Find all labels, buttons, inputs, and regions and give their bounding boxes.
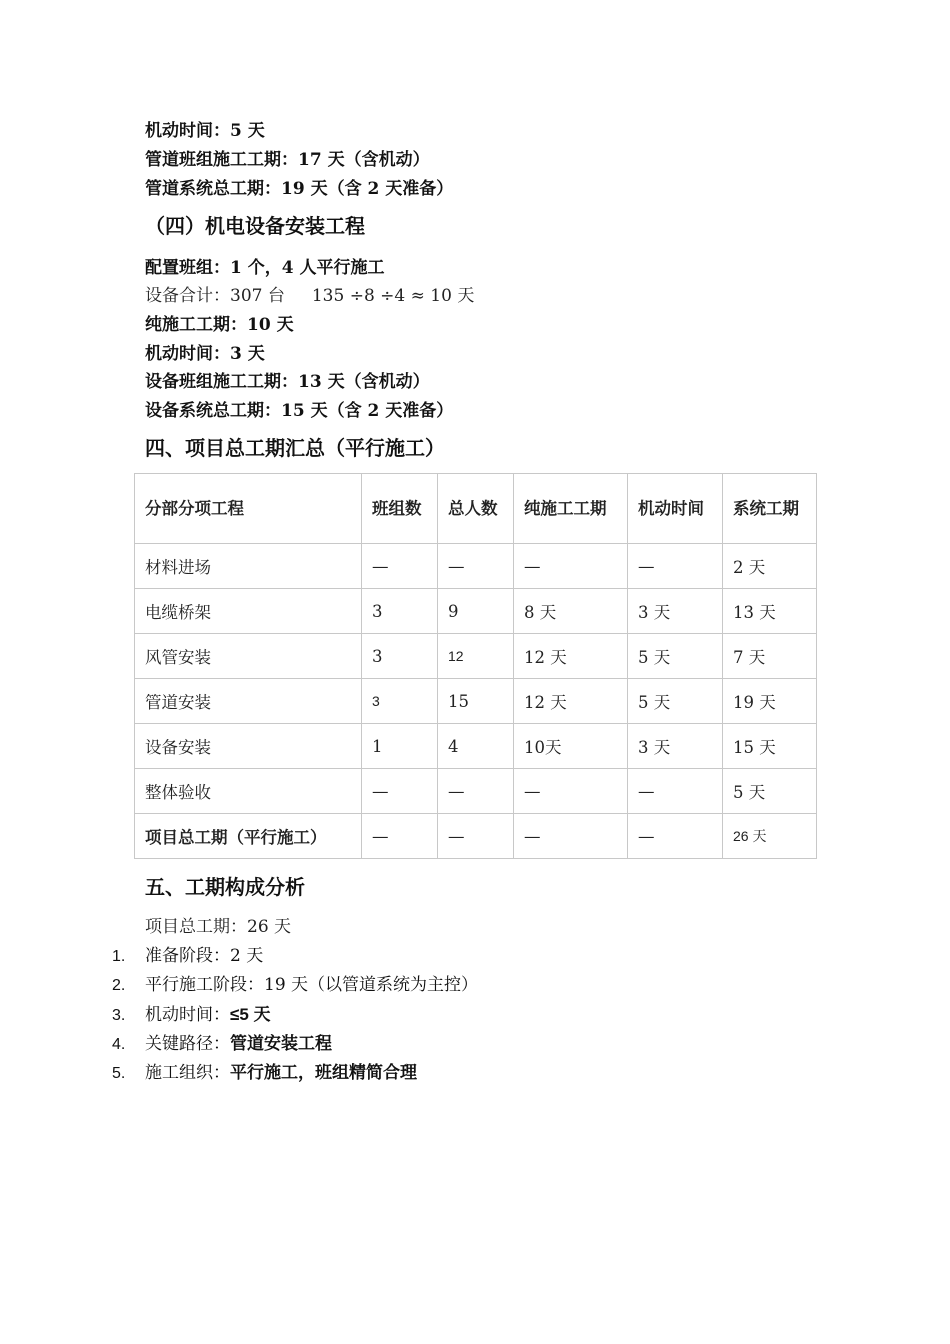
cell: 15: [438, 679, 514, 724]
list-value: 平行施工，班组精简合理: [230, 1063, 417, 1082]
pipe-team-period: 管道班组施工工期：17 天（含机动）: [145, 150, 430, 170]
col-header-teams: 班组数: [362, 474, 438, 544]
list-value: ≤5 天: [230, 1005, 271, 1024]
table-row-total: [135, 814, 817, 859]
cell: —: [514, 814, 628, 859]
cell: 12: [438, 634, 514, 679]
cell: 整体验收: [135, 769, 362, 814]
list-number: 1.: [112, 948, 126, 965]
cell: —: [438, 814, 514, 859]
list-number: 4.: [112, 1036, 126, 1053]
cell: 4: [438, 724, 514, 769]
cell: 1: [362, 724, 438, 769]
cell: —: [514, 769, 628, 814]
col-header-item: 分部分项工程: [135, 474, 362, 544]
table-header-row: [135, 474, 817, 544]
cell: 3: [362, 679, 438, 724]
pipe-float-time: 机动时间：5 天: [145, 121, 265, 141]
col-header-system-period: 系统工期: [723, 474, 817, 544]
equipment-pure-period: 纯施工工期：10 天: [145, 315, 294, 335]
cell: 3: [362, 634, 438, 679]
cell: 3 天: [628, 724, 723, 769]
col-header-people: 总人数: [438, 474, 514, 544]
cell: —: [362, 769, 438, 814]
cell: 3: [362, 589, 438, 634]
analysis-list: [112, 942, 478, 1087]
cell: —: [514, 544, 628, 589]
list-label: 平行施工阶段：: [145, 975, 264, 995]
cell: —: [362, 544, 438, 589]
cell: —: [628, 544, 723, 589]
cell: —: [628, 814, 723, 859]
cell: 5 天: [628, 679, 723, 724]
table-row: [135, 769, 817, 814]
list-item: [112, 1000, 478, 1029]
cell: 7 天: [723, 634, 817, 679]
cell: 3 天: [628, 589, 723, 634]
list-label: 准备阶段：: [145, 946, 230, 966]
cell: 12 天: [514, 634, 628, 679]
table-row: [135, 634, 817, 679]
list-item: [112, 1058, 478, 1087]
equipment-total: 设备合计：307 台 135 ÷8 ÷4 ≈ 10 天: [145, 286, 475, 306]
cell: 12 天: [514, 679, 628, 724]
cell: 风管安装: [135, 634, 362, 679]
equipment-team-period: 设备班组施工工期：13 天（含机动）: [145, 372, 430, 392]
cell: 15 天: [723, 724, 817, 769]
cell: 5 天: [723, 769, 817, 814]
cell: —: [438, 544, 514, 589]
cell: —: [362, 814, 438, 859]
analysis-total: 项目总工期：26 天: [145, 917, 292, 937]
cell: 19 天: [723, 679, 817, 724]
pipe-system-total: 管道系统总工期：19 天（含 2 天准备）: [145, 179, 454, 199]
cell: 13 天: [723, 589, 817, 634]
cell: —: [628, 769, 723, 814]
cell: 5 天: [628, 634, 723, 679]
list-value: 管道安装工程: [230, 1034, 332, 1053]
list-item: [112, 1029, 478, 1058]
equipment-float-time: 机动时间：3 天: [145, 344, 265, 364]
list-label: 施工组织：: [145, 1063, 230, 1083]
equipment-heading: （四）机电设备安装工程: [145, 214, 365, 238]
list-number: 3.: [112, 1007, 126, 1024]
list-number: 2.: [112, 977, 126, 994]
list-number: 5.: [112, 1065, 126, 1082]
table-row: [135, 679, 817, 724]
summary-heading: 四、项目总工期汇总（平行施工）: [145, 436, 445, 460]
list-label: 关键路径：: [145, 1034, 230, 1054]
cell: 设备安装: [135, 724, 362, 769]
list-value: 19 天（以管道系统为主控）: [264, 975, 479, 995]
col-header-float-time: 机动时间: [628, 474, 723, 544]
analysis-heading: 五、工期构成分析: [145, 875, 305, 899]
table-row: [135, 544, 817, 589]
cell: 项目总工期（平行施工）: [135, 814, 362, 859]
cell: 电缆桥架: [135, 589, 362, 634]
cell: 10天: [514, 724, 628, 769]
list-item: [112, 971, 478, 1000]
equipment-system-total: 设备系统总工期：15 天（含 2 天准备）: [145, 401, 454, 421]
list-label: 机动时间：: [145, 1005, 230, 1025]
equipment-team-config: 配置班组：1 个，4 人平行施工: [145, 258, 385, 278]
table-row: [135, 724, 817, 769]
summary-table: [134, 473, 817, 859]
cell: 26 天: [723, 814, 817, 859]
list-value: 2 天: [230, 946, 264, 966]
cell: 8 天: [514, 589, 628, 634]
cell: —: [438, 769, 514, 814]
cell: 2 天: [723, 544, 817, 589]
col-header-pure-period: 纯施工工期: [514, 474, 628, 544]
cell: 管道安装: [135, 679, 362, 724]
cell: 9: [438, 589, 514, 634]
cell: 材料进场: [135, 544, 362, 589]
list-item: [112, 942, 478, 971]
table-row: [135, 589, 817, 634]
